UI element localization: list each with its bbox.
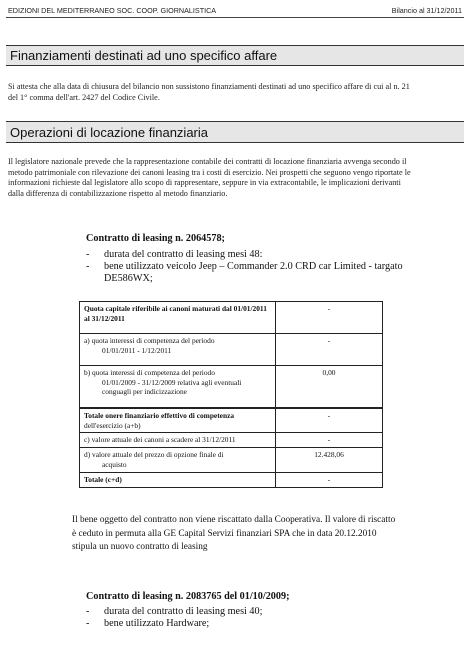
- header-rule: [6, 17, 464, 18]
- row-label-text: Totale onere finanziario effettivo di competenza: [84, 411, 235, 420]
- financing-paragraph: [8, 82, 460, 103]
- paragraph-line: informazioni richieste dal legislatore allo scopo di rappresentare, seppure in via extracontabile, le implicazioni derivanti: [8, 178, 401, 188]
- section-heading-leasing: [6, 121, 464, 143]
- row-label: [80, 334, 276, 366]
- note-line: è ceduto in permuta alla GE Capital Servizi finanziari SPA che in data 20.12.2010: [72, 528, 377, 539]
- paragraph-line: Il legislatore nazionale prevede che la rappresentazione contabile dei contratti di locazione finanziaria avvenga secondo il: [8, 157, 407, 166]
- list-item-text: bene utilizzato veicolo Jeep – Commander 2.0 CRD car Limited - targato: [104, 261, 403, 272]
- row-label: [80, 408, 276, 433]
- contract-details-list: [86, 249, 466, 285]
- row-value: [276, 408, 383, 433]
- row-label-sub: acquisto: [102, 459, 127, 469]
- row-label: [80, 302, 276, 334]
- list-item-text: bene utilizzato Hardware;: [104, 618, 210, 629]
- section-title: Operazioni di locazione finanziaria: [10, 125, 209, 140]
- row-label: [80, 448, 276, 473]
- list-item-text: durata del contratto di leasing mesi 48:: [104, 249, 263, 260]
- row-label-text: a) quota interessi di competenza del periodo: [84, 336, 215, 345]
- row-value-text: -: [327, 304, 331, 313]
- table-row: [80, 473, 383, 488]
- company-name: EDIZIONI DEL MEDITERRANEO SOC. COOP. GIORNALISTICA: [8, 6, 217, 15]
- table-row: [80, 302, 383, 334]
- row-label-sub: 01/01/2009 - 31/12/2009 relativa agli eventuali conguagli per indicizzazione: [102, 377, 242, 397]
- table-row: [80, 448, 383, 473]
- balance-date: Bilancio al 31/12/2011: [391, 6, 462, 15]
- row-value-text: -: [327, 411, 331, 420]
- row-value: [276, 334, 383, 366]
- row-value: [276, 448, 383, 473]
- bullet-dash: -: [86, 606, 90, 617]
- note-line: Il bene oggetto del contratto non viene riscattato dalla Cooperativa. Il valore di riscatto: [72, 515, 396, 525]
- page-header: [0, 0, 470, 22]
- contract-title: Contratto di leasing n. 2083765 del 01/10/2009;: [86, 591, 290, 602]
- table-row: [80, 433, 383, 448]
- paragraph-line: dalla differenza di contabilizzazione rispetto al metodo finanziario.: [8, 188, 228, 198]
- row-label: [80, 366, 276, 409]
- list-item: [86, 618, 466, 630]
- row-value: [276, 366, 383, 409]
- redemption-note: [72, 514, 464, 555]
- row-value: [276, 302, 383, 334]
- paragraph-line: del 1° comma dell'art. 2427 del Codice Civile.: [8, 92, 160, 102]
- list-item: [86, 261, 466, 285]
- row-label: [80, 473, 276, 488]
- list-item-continuation: DE586WX;: [104, 273, 153, 284]
- bullet-dash: -: [86, 249, 90, 260]
- row-value: [276, 433, 383, 448]
- row-label-text: Quota capitale riferibile ai canoni maturati dal 01/01/2011 al 31/12/2011: [84, 304, 267, 323]
- row-value-text: 0,00: [322, 368, 336, 377]
- list-item-text: durata del contratto di leasing mesi 40;: [104, 606, 263, 617]
- contract-title: Contratto di leasing n. 2064578;: [86, 233, 225, 244]
- row-label: [80, 433, 276, 448]
- section-title: Finanziamenti destinati ad uno specifico affare: [10, 48, 278, 63]
- leasing-table: [79, 301, 383, 488]
- contract-details-list: [86, 606, 466, 630]
- list-item: [86, 606, 466, 618]
- section-heading-financing: [6, 45, 464, 66]
- row-value-text: -: [327, 475, 331, 485]
- note-line: stipula un nuovo contratto di leasing: [72, 542, 208, 552]
- table-row: [80, 408, 383, 433]
- row-value-text: 12.428,06: [314, 450, 344, 460]
- paragraph-line: Si attesta che alla data di chiusura del bilancio non sussistono finanziamenti destinati ad uno specifico affare di cui al n. 21: [8, 82, 410, 91]
- row-label-text: d) valore attuale del prezzo di opzione finale di: [84, 450, 224, 460]
- row-value: [276, 473, 383, 488]
- table-row: [80, 334, 383, 366]
- leasing-paragraph: [8, 157, 460, 199]
- row-label-text: b) quota interessi di competenza del periodo: [84, 368, 215, 377]
- row-value-text: -: [327, 336, 331, 345]
- row-label-sub: 01/01/2011 - 1/12/2011: [102, 345, 172, 355]
- paragraph-line: metodo patrimoniale con rilevazione dei canoni leasing tra i costi di esercizio. Nei prospetti che seguono vengo riportate le: [8, 167, 411, 177]
- row-label-text: Totale (c+d): [84, 475, 122, 485]
- row-label-text: c) valore attuale dei canoni a scadere al 31/12/2011: [84, 435, 236, 445]
- row-label-sub: dell'esercizio (a+b): [84, 420, 141, 430]
- list-item: [86, 249, 466, 261]
- row-value-text: -: [327, 435, 331, 445]
- bullet-dash: -: [86, 618, 90, 629]
- table-row: [80, 366, 383, 409]
- bullet-dash: -: [86, 261, 90, 272]
